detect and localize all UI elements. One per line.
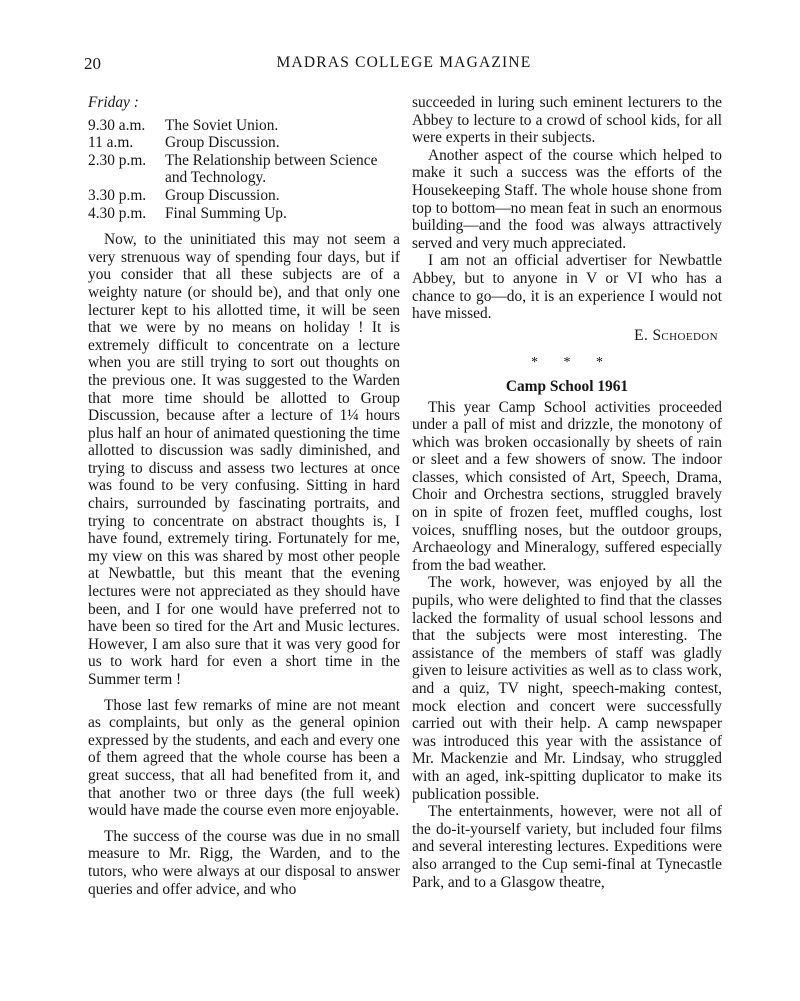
schedule-time: 2.30 p.m.: [88, 151, 147, 169]
body-paragraph: This year Camp School activities proceeded under a pall of mist and drizzle, the monotony of which was broken occasionally by sheets of rain or sleet and a few showers of snow. The indoor classes, which consisted of Art, Speech, Drama, Choir and Orchestra sections, struggled bravely on in spite of frozen feet, muffled coughs, lost voices, snuffling noses, but the outdoor groups, Archaeology and Mineralogy, suffered especially from the bad weather.: [412, 398, 722, 574]
schedule-description: The Relationship between Science and Technology.: [165, 151, 378, 187]
left-column: [88, 94, 400, 898]
schedule-item: [88, 187, 400, 205]
schedule-description: Group Discussion.: [165, 134, 280, 152]
schedule-item: [88, 134, 400, 152]
author-signature: E. Schoedon: [634, 326, 718, 344]
schedule-item: [88, 117, 400, 135]
page-number: 20: [84, 54, 101, 73]
schedule-item: [88, 152, 400, 187]
schedule-item: [88, 205, 400, 223]
day-heading: Friday :: [88, 94, 139, 111]
schedule-description: Group Discussion.: [165, 186, 280, 204]
page-header: [84, 54, 724, 78]
running-title: MADRAS COLLEGE MAGAZINE: [276, 54, 532, 71]
body-paragraph: Now, to the uninitiated this may not seem a very strenuous way of spending four days, but if you consider that all these subjects are of a weighty nature (or should be), and that only one lecturer kept to his allotted time, it will be seen that we were by no means on holiday ! It is extremely difficult to concentrate on a lecture when you are still trying to sort out thoughts on the previous one. It was suggested to the Warden that more time should be allotted to Group Discussion, because after a lecture of 1¼ hours plus half an hour of animated questioning the time allotted to discussion was sadly diminished, and trying to discuss and assess two lectures at once was found to be very confusing. Sitting in hard chairs, surrounded by fascinating portraits, and trying to concentrate on abstract thoughts is, I have found, extremely tiring. Fortunately for me, my view on this was shared by most other people at Newbattle, but this meant that the evening lectures were not appreciated as they should have been, and I for one would have preferred not to have been so tired for the Art and Music lectures. However, I am also sure that it was very good for us to work hard for even a short time in the Summer term !: [88, 231, 400, 688]
body-paragraph: I am not an official advertiser for Newbattle Abbey, but to anyone in V or VI who has a chance to go—do, it is an experience I would not have missed.: [412, 252, 722, 323]
continued-paragraph: succeeded in luring such eminent lecturers to the Abbey to lecture to a crowd of school kids, for all were experts in their subjects.: [412, 94, 722, 147]
schedule-description: Final Summing Up.: [165, 204, 287, 222]
schedule-time: 3.30 p.m.: [88, 186, 147, 204]
schedule-list: [88, 117, 400, 223]
section-heading: Camp School 1961: [505, 377, 629, 395]
body-paragraph: Those last few remarks of mine are not meant as complaints, but only as the general opinion expressed by the students, and each and every one of them agreed that the whole course has been a great success, that all had benefited from it, and that another two or three days (the full week) would have made the course even more enjoyable.: [88, 696, 400, 820]
right-column: [412, 94, 722, 891]
section-separator: * * *: [531, 355, 603, 371]
body-paragraph: The success of the course was due in no small measure to Mr. Rigg, the Warden, and to the tutors, who were always at our disposal to answer queries and offer advice, and who: [88, 827, 400, 898]
schedule-time: 9.30 a.m.: [88, 116, 146, 134]
body-paragraph: The work, however, was enjoyed by all the pupils, who were delighted to find that the classes lacked the formality of usual school lessons and that the subjects were most interesting. The assistance of the members of staff was gladly given to leisure activities as well as to class work, and a quiz, TV night, speech-making contest, mock election and concert were successfully carried out with their help. A camp newspaper was introduced this year with the assistance of Mr. Mackenzie and Mr. Lindsay, who struggled with an aged, ink-spitting duplicator to make its publication possible.: [412, 574, 722, 803]
schedule-time: 4.30 p.m.: [88, 204, 147, 222]
body-paragraph: The entertainments, however, were not all of the do-it-yourself variety, but included four films and several interesting lectures. Expeditions were also arranged to the Cup semi-final at Tynecastle Park, and to a Glasgow theatre,: [412, 803, 722, 891]
schedule-time: 11 a.m.: [88, 134, 134, 152]
body-paragraph: Another aspect of the course which helped to make it such a success was the efforts of the Housekeeping Staff. The whole house shone from top to bottom—no mean feat in such an enormous building—and the food was always attractively served and very much appreciated.: [412, 146, 722, 252]
schedule-description: The Soviet Union.: [165, 116, 279, 134]
